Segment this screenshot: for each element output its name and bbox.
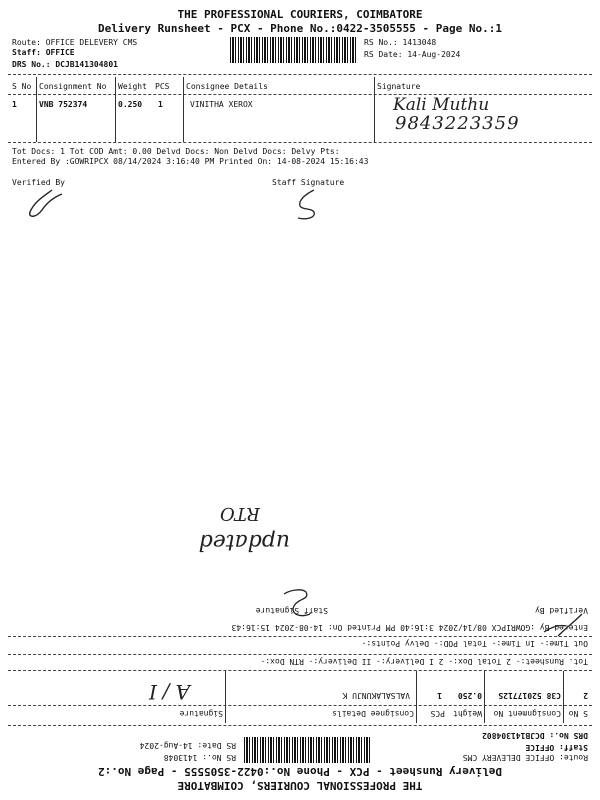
route-label: Route: OFFICE DELEVERY CMS (462, 753, 588, 762)
rs-date: RS Date: 14-Aug-2024 (139, 741, 236, 750)
row-consignee: VALSALAKUNJU K (342, 691, 410, 700)
column-line (36, 77, 37, 142)
divider (8, 142, 592, 143)
divider (8, 94, 592, 95)
col-header-pcs: PCS (155, 82, 170, 91)
drs-number: DRS No.: DCJB141304802 (482, 731, 588, 740)
verified-by-label: Verified By (535, 606, 588, 615)
divider (8, 74, 592, 75)
rs-date: RS Date: 14-Aug-2024 (364, 50, 461, 59)
col-header-sno: S No (568, 709, 588, 718)
col-header-signature: Signature (179, 709, 223, 718)
col-header-pcs: PCS (430, 709, 445, 718)
col-header-signature: Signature (377, 82, 421, 91)
rs-number: RS No.: 1413048 (163, 753, 236, 762)
row-pcs: 1 (437, 691, 442, 700)
entered-by-line: Entered By :GOWRIPCX 08/14/2024 3:16:40 PM Printed On: 14-08-2024 15:16:43 (12, 157, 369, 166)
handwritten-receiver-name: Kali Muthu (393, 95, 490, 115)
company-title: THE PROFESSIONAL COURIERS, COIMBATORE (177, 779, 423, 792)
row-consignment-no: VNB 752374 (39, 100, 88, 109)
divider (8, 705, 592, 706)
column-line (563, 671, 564, 723)
col-header-consignment: Consignment No (39, 82, 107, 91)
staff-signature-mark (290, 186, 330, 224)
column-line (183, 77, 184, 142)
row-consignee: VINITHA XEROX (190, 100, 253, 109)
rs-number: RS No.: 1413048 (364, 38, 437, 47)
runsheet-page-2 (0, 400, 600, 800)
barcode (230, 37, 358, 63)
divider (8, 636, 592, 637)
col-header-sno: S No (12, 82, 32, 91)
col-header-consignment: Consignment No (493, 709, 561, 718)
column-line (115, 77, 116, 142)
barcode (242, 737, 370, 763)
col-header-weight: Weight (453, 709, 482, 718)
entered-by-line: Entered By :GOWRIPCX 08/14/2024 3:16:40 PM Printed On: 14-08-2024 15:16:43 (231, 623, 588, 632)
col-header-weight: Weight (118, 82, 147, 91)
col-header-consignee: Consignee Details (186, 82, 268, 91)
totals-line: Tot Docs: 1 Tot COD Amt: 0.00 Delvd Docs: Non Delvd Docs: Delvy Pts: (12, 147, 340, 156)
verified-by-label: Verified By (12, 178, 65, 187)
handwritten-note-updated: updated (198, 529, 290, 554)
staff-label: Staff: OFFICE (525, 743, 588, 752)
verified-by-signature (22, 186, 72, 222)
company-title: THE PROFESSIONAL COURIERS, COIMBATORE (177, 8, 423, 21)
times-line: Out Time:- In Time:- Total POD:- Delvy Points:- (361, 639, 588, 648)
column-line (484, 671, 485, 723)
runsheet-subtitle: Delivery Runsheet - PCX - Phone No.:0422-3505555 - Page No.:2 (98, 765, 502, 778)
divider (8, 670, 592, 671)
handwritten-signature: A/I (142, 680, 190, 704)
row-sno: 1 (12, 100, 17, 109)
staff-signature-label: Staff Signature (272, 178, 345, 187)
handwritten-receiver-phone: 9843223359 (395, 113, 520, 134)
runsheet-subtitle: Delivery Runsheet - PCX - Phone No.:0422-3505555 - Page No.:1 (98, 22, 502, 35)
route-label: Route: OFFICE DELEVERY CMS (12, 38, 138, 47)
row-pcs: 1 (158, 100, 163, 109)
handwritten-note-rto: RTO (220, 503, 260, 524)
row-weight: 0.250 (118, 100, 143, 109)
column-line (225, 671, 226, 723)
column-line (416, 671, 417, 723)
col-header-consignee: Consignee Details (332, 709, 414, 718)
row-sno: 2 (583, 691, 588, 700)
divider (8, 725, 592, 726)
column-line (374, 77, 375, 142)
row-consignment-no: C38 52017712S (498, 691, 561, 700)
divider (8, 654, 592, 655)
row-weight: 0.250 (457, 691, 482, 700)
drs-number: DRS No.: DCJB141304801 (12, 60, 118, 69)
staff-label: Staff: OFFICE (12, 48, 75, 57)
verified-by-signature (528, 608, 588, 648)
staff-signature-label: Staff Signature (255, 606, 328, 615)
totals-line: Tot. Runsheet:- 2 Total Dox:- 2 I Delivery:- II Delivery:- RTN Dox:- (260, 657, 588, 666)
staff-signature-mark (274, 586, 320, 622)
